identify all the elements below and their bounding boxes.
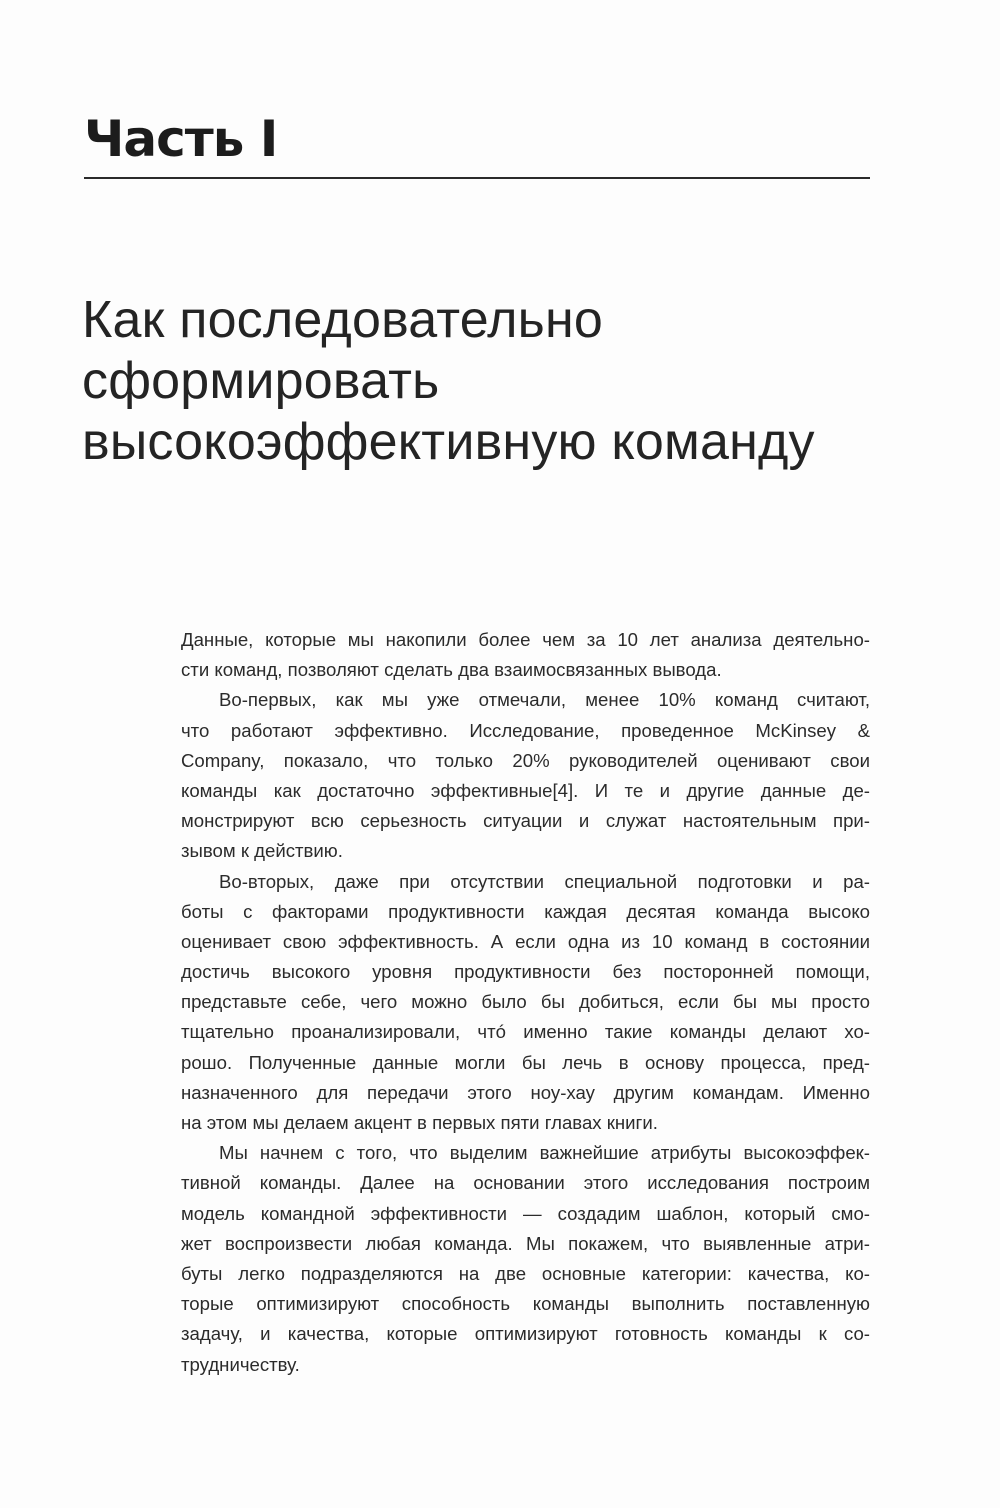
body-line: задачу, и качества, которые оптимизируют готовность команды к со- — [181, 1323, 870, 1345]
body-line: тщательно проанализировали, чтó именно такие команды делают хо- — [181, 1021, 870, 1043]
chapter-title-line: высокоэффективную команду — [82, 413, 815, 471]
body-line: на этом мы делаем акцент в первых пяти главах книги. — [181, 1112, 658, 1133]
body-text — [181, 625, 870, 1380]
body-line: назначенного для передачи этого ноу-хау другим командам. Именно — [181, 1081, 870, 1103]
body-line: трудничеству. — [181, 1353, 300, 1375]
body-line: зывом к действию. — [181, 840, 343, 862]
body-line: Мы начнем с того, что выделим важнейшие атрибуты высокоэффек- — [219, 1142, 870, 1164]
body-line: Во-первых, как мы уже отмечали, менее 10% команд считают, — [219, 689, 870, 711]
body-line: Данные, которые мы накопили более чем за 10 лет анализа деятельно- — [181, 629, 870, 650]
body-line: тивной команды. Далее на основании этого исследования построим — [181, 1172, 870, 1194]
body-line: модель командной эффективности — создадим шаблон, который смо- — [181, 1202, 870, 1224]
body-line: рошо. Полученные данные могли бы лечь в основу процесса, пред- — [181, 1051, 870, 1073]
body-line: представьте себе, чего можно было бы добиться, если бы мы просто — [181, 991, 870, 1013]
part-title: Часть I — [84, 110, 278, 168]
body-line: Company, показало, что только 20% руководителей оценивают свои — [181, 749, 870, 771]
body-line: сти команд, позволяют сделать два взаимосвязанных вывода. — [181, 659, 722, 681]
chapter-title — [82, 290, 942, 473]
body-line: достичь высокого уровня продуктивности без посторонней помощи, — [181, 961, 870, 983]
chapter-title-line: сформировать — [82, 352, 440, 410]
body-line: жет воспроизвести любая команда. Мы покажем, что выявленные атри- — [181, 1232, 870, 1254]
body-line: оценивает свою эффективность. А если одна из 10 команд в состоянии — [181, 930, 870, 952]
part-title-rule — [84, 177, 870, 179]
body-line: Во-вторых, даже при отсутствии специальной подготовки и ра- — [219, 870, 870, 892]
body-line: торые оптимизируют способность команды выполнить поставленную — [181, 1293, 870, 1315]
body-line: что работают эффективно. Исследование, проведенное McKinsey & — [181, 719, 870, 741]
body-line: команды как достаточно эффективные[4]. И те и другие данные де- — [181, 779, 870, 801]
body-line: монстрируют всю серьезность ситуации и служат настоятельным при- — [181, 810, 870, 832]
body-line: буты легко подразделяются на две основные категории: качества, ко- — [181, 1262, 870, 1284]
body-line: боты с факторами продуктивности каждая десятая команда высоко — [181, 900, 870, 922]
chapter-title-line: Как последовательно — [82, 291, 603, 349]
